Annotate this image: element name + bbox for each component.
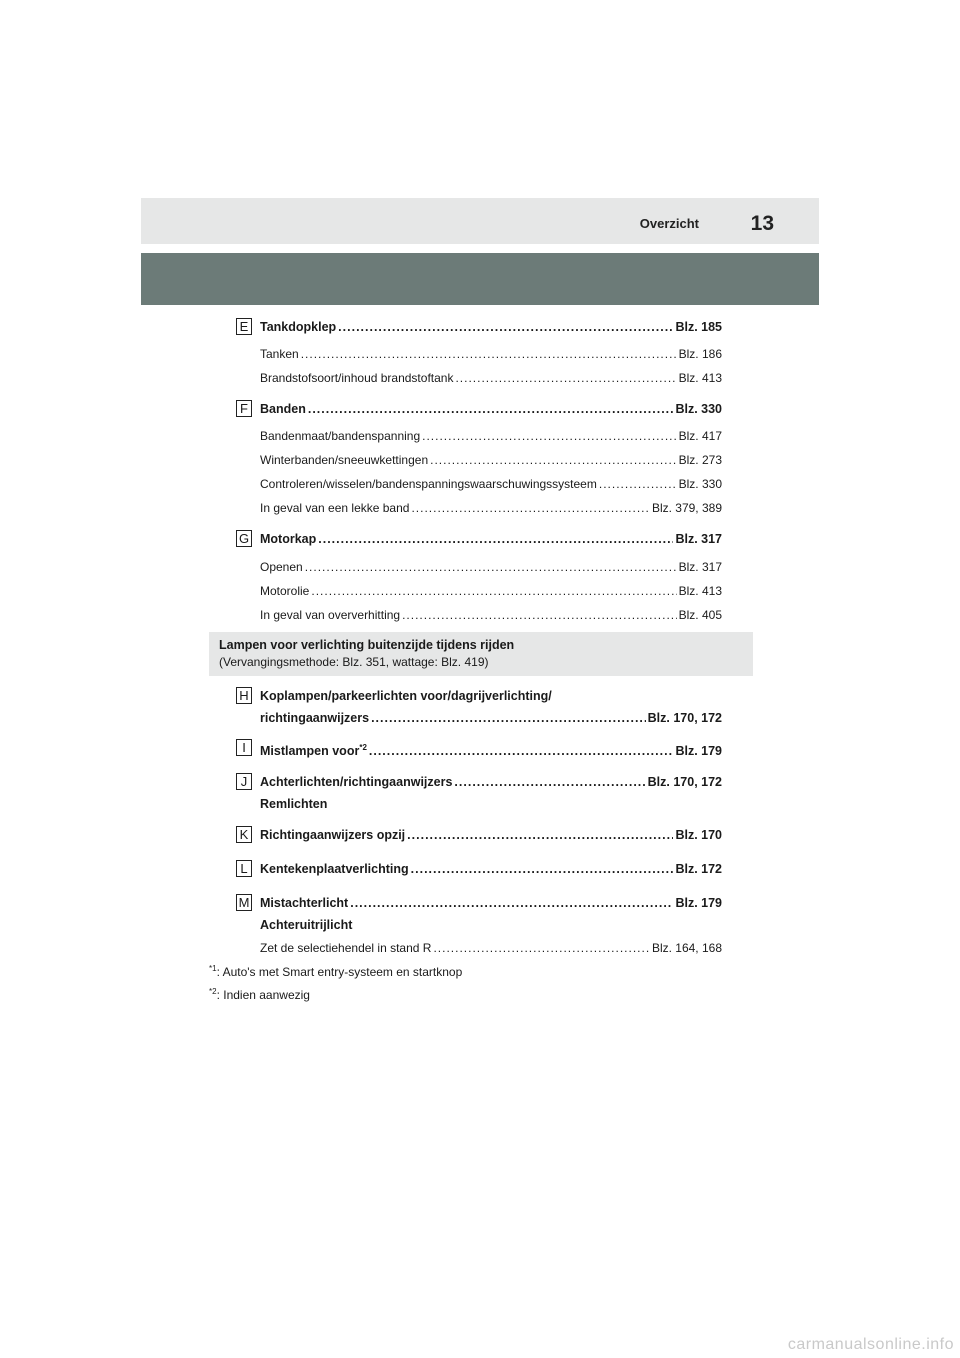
letter-box-i: I <box>236 739 252 756</box>
section-title: Overzicht <box>639 216 699 231</box>
entry-page: Blz. 170, 172 <box>647 775 722 789</box>
entry-tankdopklep[interactable] <box>260 320 722 334</box>
entry-page: Blz. 172 <box>675 862 722 876</box>
entry-page: Blz. 413 <box>678 371 722 385</box>
entry-achteruitrijlicht: Achteruitrijlicht <box>260 918 353 932</box>
letter-box-g: G <box>236 530 252 547</box>
letter-box-h: H <box>236 687 252 704</box>
entry-label: Achterlichten/richtingaanwijzers <box>260 775 453 789</box>
lamp-section-subtitle: (Vervangingsmethode: Blz. 351, wattage: Blz. 419) <box>219 655 489 669</box>
footnote-text: : Auto's met Smart entry-systeem en startknop <box>216 965 463 979</box>
entry-page: Blz. 417 <box>678 429 722 443</box>
entry-page: Blz. 413 <box>678 584 722 598</box>
entry-page: Blz. 170 <box>675 828 722 842</box>
entry-label: Bandenmaat/bandenspanning <box>260 429 421 443</box>
entry-page: Blz. 273 <box>678 453 722 467</box>
entry-label: Richtingaanwijzers opzij <box>260 828 406 842</box>
entry-label: In geval van een lekke band <box>260 501 410 515</box>
entry-label: Motorkap <box>260 532 317 546</box>
entry-page: Blz. 186 <box>678 347 722 361</box>
entry-winterbanden[interactable] <box>260 453 722 467</box>
letter-box-f: F <box>236 400 252 417</box>
lamp-section-title: Lampen voor verlichting buitenzijde tijdens rijden <box>219 638 515 652</box>
entry-label: Motorolie <box>260 584 310 598</box>
entry-bandenmaat[interactable] <box>260 429 722 443</box>
entry-banden[interactable] <box>260 402 722 416</box>
entry-mistlampen-voor[interactable] <box>260 741 722 758</box>
entry-richtingaanwijzers-opzij[interactable] <box>260 828 722 842</box>
entry-label: Kentekenplaatverlichting <box>260 862 409 876</box>
letter-box-l: L <box>236 860 252 877</box>
entry-remlichten: Remlichten <box>260 797 328 811</box>
entry-label: Tankdopklep <box>260 320 337 334</box>
entry-page: Blz. 185 <box>675 320 722 334</box>
entry-label: richtingaanwijzers <box>260 711 370 725</box>
entry-kentekenplaatverlichting[interactable] <box>260 862 722 876</box>
entry-achterlichten[interactable] <box>260 775 722 789</box>
entry-label: Mistachterlicht <box>260 896 349 910</box>
letter-box-e: E <box>236 318 252 335</box>
header-band <box>141 253 819 305</box>
entry-label: In geval van oververhitting <box>260 608 401 622</box>
entry-label: Mistlampen voor <box>260 744 360 758</box>
entry-label: Brandstofsoort/inhoud brandstoftank <box>260 371 454 385</box>
entry-motorolie[interactable] <box>260 584 722 598</box>
entry-motorkap[interactable] <box>260 532 722 546</box>
letter-box-m: M <box>236 894 252 911</box>
letter-box-j: J <box>236 773 252 790</box>
entry-label: Openen <box>260 560 303 574</box>
page-number: 13 <box>750 212 774 235</box>
entry-page: Blz. 179 <box>675 744 722 758</box>
entry-label: Tanken <box>260 347 299 361</box>
footnote-2 <box>209 987 310 1002</box>
entry-label: Banden <box>260 402 306 416</box>
entry-page: Blz. 405 <box>678 608 722 622</box>
entry-page: Blz. 170, 172 <box>647 711 722 725</box>
entry-koplampen-line1: Koplampen/parkeerlichten voor/dagrijverlichting/ <box>260 689 552 703</box>
entry-page: Blz. 330 <box>675 402 722 416</box>
entry-mistachterlicht[interactable] <box>260 896 722 910</box>
entry-label: Controleren/wisselen/bandenspanningswaarschuwingssysteem <box>260 477 597 491</box>
entry-selectiehendel[interactable] <box>260 941 722 955</box>
entry-page: Blz. 179 <box>675 896 722 910</box>
entry-page: Blz. 317 <box>675 532 722 546</box>
entry-richtingaanwijzers[interactable] <box>260 711 722 725</box>
entry-page: Blz. 330 <box>678 477 722 491</box>
entry-oververhitting[interactable] <box>260 608 722 622</box>
entry-page: Blz. 379, 389 <box>651 501 722 515</box>
entry-page: Blz. 317 <box>678 560 722 574</box>
footnote-ref: *2 <box>359 743 367 752</box>
footnote-mark: *2 <box>209 987 217 996</box>
entry-controleren[interactable] <box>260 477 722 491</box>
entry-page: Blz. 164, 168 <box>651 941 722 955</box>
watermark: carmanualsonline.info <box>787 1336 954 1353</box>
entry-lekke-band[interactable] <box>260 501 722 515</box>
footnote-1 <box>209 964 462 979</box>
entry-label: Zet de selectiehendel in stand R <box>260 941 432 955</box>
footnote-text: : Indien aanwezig <box>216 988 310 1002</box>
entry-tanken[interactable] <box>260 347 722 361</box>
entry-openen[interactable] <box>260 560 722 574</box>
letter-box-k: K <box>236 826 252 843</box>
lamp-section-box <box>209 632 753 676</box>
entry-brandstofsoort[interactable] <box>260 371 722 385</box>
footnote-mark: *1 <box>209 964 217 973</box>
page-header <box>141 198 819 244</box>
entry-label: Winterbanden/sneeuwkettingen <box>260 453 429 467</box>
